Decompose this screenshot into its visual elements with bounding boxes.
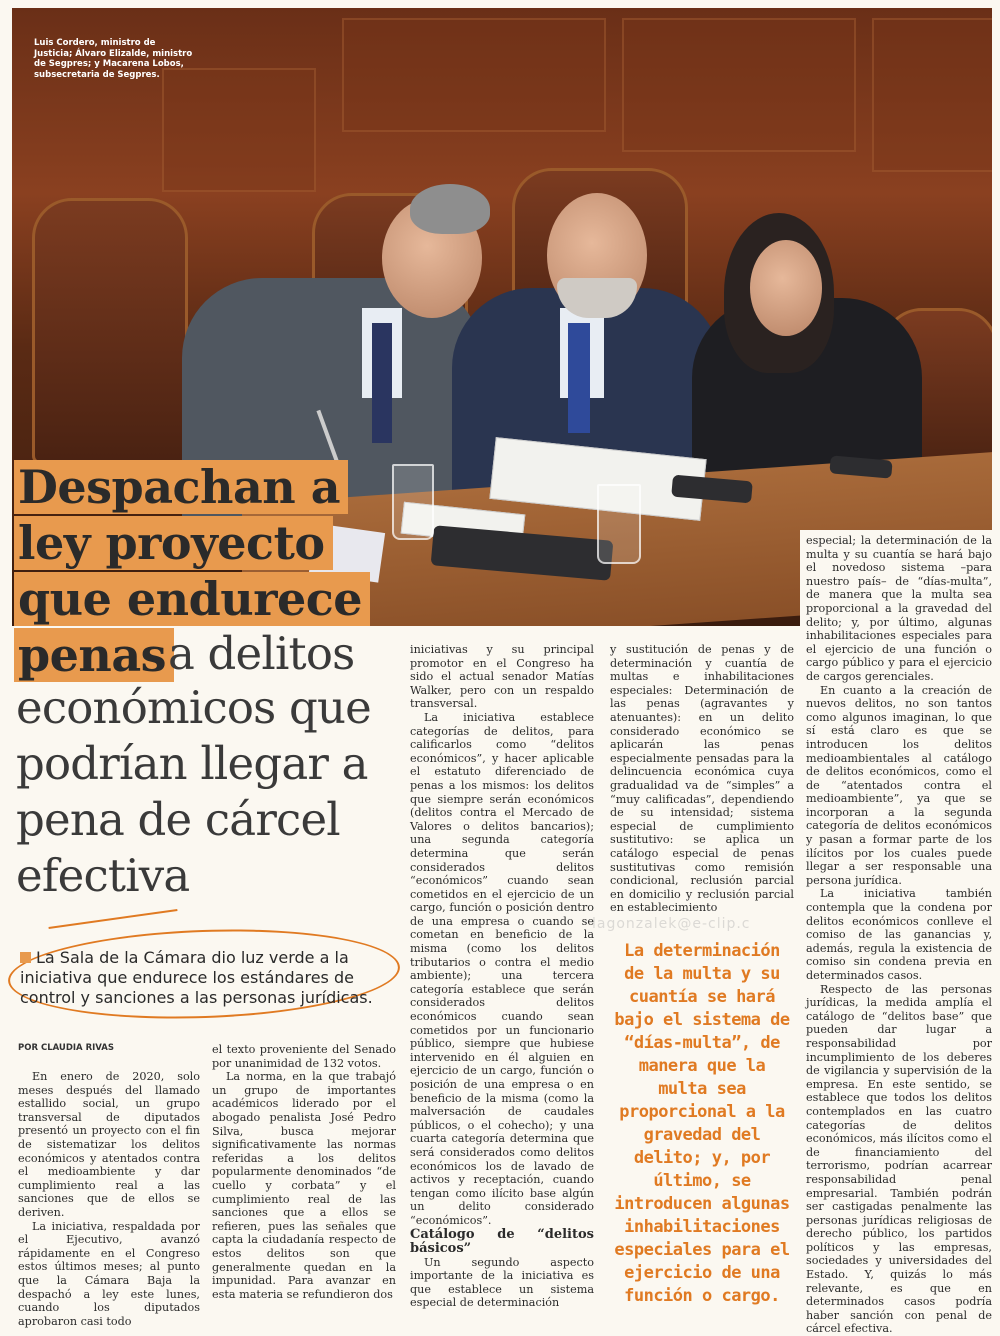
headline-line: podrían llegar a — [16, 737, 368, 790]
paragraph: La iniciativa, respaldada por el Ejecutivo, avanzó rápidamente en el Congreso estos últimos meses; al punto que la Cámara Baja la despachó a ley este lunes, cuando los diputados aprobaron casi todo — [18, 1219, 200, 1328]
paragraph: En cuanto a la creación de nuevos delitos, no son tantos como algunos imaginan, lo que sí está claro es que se introducen los delitos medioambientales al catálogo de delitos económicos, como el de “atentados contra el medioambiente”, ya que se incorporan a la segunda categoría de delitos económicos y pasan a formar parte de los ilícitos por los cuales puede llegar a ser responsable una persona jurídica. — [806, 683, 992, 887]
column-2 — [212, 1043, 396, 1301]
headline-line: Despachan a — [14, 460, 348, 514]
lead-paragraph — [20, 948, 395, 1008]
lead-text: La Sala de la Cámara dio luz verde a la iniciativa que endurece los estándares de control y sanciones a las personas jurídicas. — [20, 948, 373, 1007]
headline-line: penas — [14, 628, 174, 682]
watermark: lagonzalek@e-clip.c — [592, 916, 751, 932]
column-5 — [806, 534, 992, 1336]
headline-line: efectiva — [16, 849, 190, 902]
paragraph: En enero de 2020, solo meses después del llamado estallido social, un grupo transversal de diputados presentó un proyecto con el fin de sistematizar los delitos económicos y atentados contra el medioambiente y dar cumplimiento real a las sanciones que de ellos se deriven. — [18, 1070, 200, 1219]
photo-caption: Luis Cordero, ministro de Justicia; Álvaro Elizalde, ministro de Segpres; y Macarena Lobos, subsecretaria de Segpres. — [34, 38, 193, 80]
highlight-stroke — [48, 909, 177, 929]
headline-line: pena de cárcel — [16, 793, 340, 846]
headline-line: a delitos — [168, 627, 355, 680]
column-3 — [410, 643, 594, 1310]
paragraph: especial; la determinación de la multa y su cuantía se hará bajo el novedoso sistema –para nuestro país– de “días-multa”, de manera que la multa sea proporcional a la gravedad del delito; y, por último, algunas inhabilitaciones especiales para el ejercicio de una función o cargo público y para el ejercicio de cargos gerenciales. — [806, 534, 992, 683]
paragraph: La iniciativa también contempla que la condena por delitos económicos conlleve el comiso de las ganancias y, además, regula la existencia de comiso sin condena previa en determinados casos. — [806, 887, 992, 982]
headline-line: ley proyecto — [14, 516, 333, 570]
subheading: Catálogo de “delitos básicos” — [410, 1226, 594, 1256]
paragraph: y sustitución de penas y de determinación y cuantía de multas e inhabilitaciones especiales: Determinación de las penas (agravantes y atenuantes): en un delito considerado económico se aplicarán las penas especialmente pensadas para la delincuencia económica cuya gradualidad va de “simples” a “muy calificadas”, dependiendo de su intensidad; sistema especial de cumplimiento sustitutivo: se aplica un catálogo especial de penas sustitutivas como remisión condicional, reclusión parcial en domicilio y reclusión parcial en establecimiento — [610, 643, 794, 915]
headline-line: que endurece — [14, 572, 370, 626]
headline-line: económicos que — [16, 681, 371, 734]
paragraph: La iniciativa establece categorías de delitos, para calificarlos como “delitos económicos”, y hacer aplicable el estatuto diferenciado de penas a los mismos: los delitos que siempre serán económicos (delitos contra el Mercado de Valores o delitos bancarios); una segunda categoría determina que serán considerados delitos “económicos” cuando sean cometidos en el ejercicio de un cargo, función o posición dentro de una empresa o cuando se cometan en beneficio de la misma (como los delitos tributarios o contra el medio ambiente); una tercera categoría establece que serán considerados delitos económicos cuando sean cometidos por un funcionario público, siempre que hubiese intervenido en él alguien en ejercicio de un cargo, función o posición de una empresa o en beneficio de la misma (como la malversación de caudales públicos, o el cohecho); y una cuarta categoría determina que será considerados como delitos económicos los de lavado de activos y receptación, cuando tengan como ilícito base algún un delito considerado “económicos”. — [410, 710, 594, 1227]
column-4 — [610, 643, 794, 915]
paragraph: el texto proveniente del Senado por unanimidad de 132 votos. — [212, 1043, 396, 1070]
paragraph: Respecto de las personas jurídicas, la medida amplía el catálogo de “delitos base” que pueden dar lugar a responsabilidad por incumplimiento de los deberes de vigilancia y supervisión de la empresa. En este sentido, se establece que todos los delitos contemplados en las cuatro categorías de delitos económicos, más ilícitos como el de financiamiento del terrorismo, podrían acarrear responsabilidad penal empresarial. También podrán ser castigadas penalmente las personas jurídicas religiosas de derecho público, los partidos políticos y las empresas, sociedades y universidades del Estado. Y, quizás lo más relevante, es que en determinados casos podría haber sanción con penal de cárcel efectiva. — [806, 982, 992, 1336]
paragraph: Un segundo aspecto importante de la iniciativa es que establece un sistema especial de determinación — [410, 1255, 594, 1310]
column-1 — [18, 1070, 200, 1328]
paragraph: iniciativas y su principal promotor en el Congreso ha sido el actual senador Matías Walker, pero con un respaldo transversal. — [410, 643, 594, 711]
paragraph: La norma, en la que trabajó un grupo de importantes académicos liderado por el abogado penalista José Pedro Silva, busca mejorar significativamente las normas referidas a los delitos popularmente denominados “de cuello y corbata” y el cumplimiento real de las sanciones que a ellos se refieren, pues las señales que capta la ciudadanía respecto de estos delitos son que generalmente quedan en la impunidad. Para avanzar en esta materia se refundieron dos — [212, 1070, 396, 1301]
byline: POR CLAUDIA RIVAS — [18, 1043, 114, 1053]
bullet-square-icon — [20, 952, 31, 963]
pull-quote: La determinación de la multa y su cuantía se hará bajo el sistema de “días-multa”, de manera que la multa sea proporcional a la gravedad del delito; y, por último, se introducen algunas inhabilitaciones especiales para el ejercicio de una función o cargo. — [614, 941, 790, 1306]
